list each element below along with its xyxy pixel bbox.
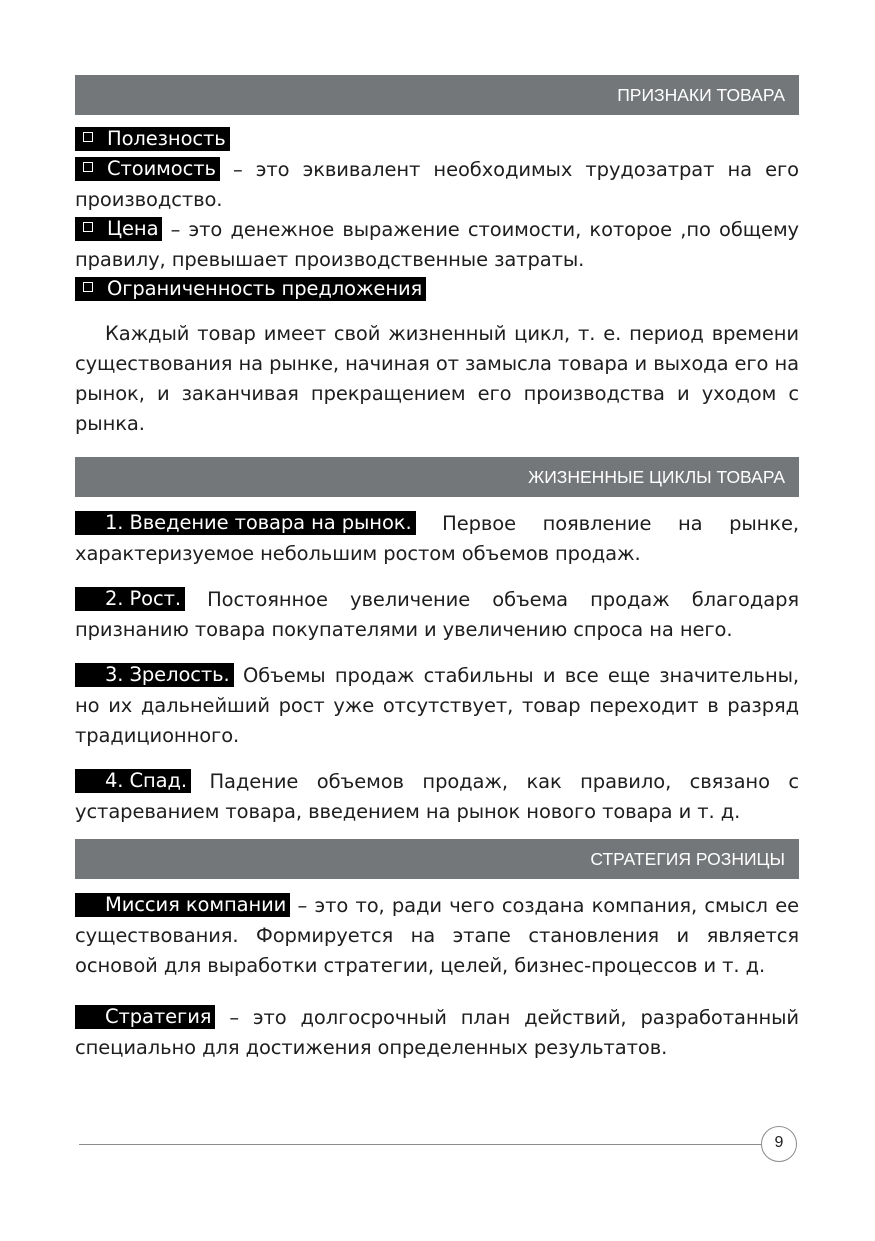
term-highlight bbox=[75, 157, 220, 181]
page-content bbox=[75, 75, 799, 1063]
term-highlight bbox=[75, 217, 162, 241]
term-label: 1. Введение товара на рынок. bbox=[105, 511, 412, 534]
term-highlight bbox=[75, 127, 230, 151]
section-title: ЖИЗНЕННЫЕ ЦИКЛЫ ТОВАРА bbox=[528, 467, 785, 487]
term-label: 3. Зрелость. bbox=[105, 663, 230, 686]
square-bullet-icon bbox=[83, 282, 93, 292]
term-highlight bbox=[75, 893, 290, 917]
stage-item-growth bbox=[75, 585, 799, 645]
term-highlight bbox=[75, 663, 234, 687]
feature-item-usefulness bbox=[75, 125, 799, 155]
term-label: Стратегия bbox=[105, 1005, 212, 1028]
feature-item-cost bbox=[75, 155, 799, 215]
term-highlight bbox=[75, 1005, 215, 1029]
definition-text: – это эквивалент необходимых трудозатрат на его производство. bbox=[75, 158, 799, 211]
term-highlight bbox=[75, 769, 191, 793]
section-title: СТРАТЕГИЯ РОЗНИЦЫ bbox=[590, 849, 785, 869]
section-header-lifecycle bbox=[75, 457, 799, 497]
stage-item-introduction bbox=[75, 509, 799, 569]
square-bullet-icon bbox=[83, 132, 93, 142]
definition-text: – это денежное выражение стоимости, которое ,по общему правилу, превышает производственные затраты. bbox=[75, 218, 799, 271]
square-bullet-icon bbox=[83, 162, 93, 172]
section-header-strategy bbox=[75, 839, 799, 879]
page-number-label: 9 bbox=[774, 1134, 784, 1151]
page-number bbox=[761, 1126, 797, 1162]
term-label: Миссия компании bbox=[105, 893, 287, 916]
term-label: 4. Спад. bbox=[105, 769, 187, 792]
lifecycle-intro: Каждый товар имеет свой жизненный цикл, т. е. период времени существования на рынке, начиная от замысла товара и выхода его на рынок, и заканчивая прекращением его производства и уходом с рынка. bbox=[75, 322, 799, 435]
term-label: Ограниченность предложения bbox=[107, 277, 423, 300]
feature-item-limited-supply bbox=[75, 275, 799, 305]
term-label: Полезность bbox=[107, 127, 226, 150]
term-highlight bbox=[75, 277, 426, 301]
stage-item-decline bbox=[75, 767, 799, 827]
strategy-item-mission bbox=[75, 891, 799, 981]
footer-rule bbox=[79, 1144, 762, 1145]
definition-text: – это долгосрочный план действий, разработанный специально для достижения определенных результатов. bbox=[75, 1006, 799, 1059]
square-bullet-icon bbox=[83, 222, 93, 232]
term-label: Стоимость bbox=[107, 157, 216, 180]
definition-text: Постоянное увеличение объема продаж благодаря признанию товара покупателями и увеличению спроса на него. bbox=[75, 588, 799, 641]
term-highlight bbox=[75, 511, 416, 535]
stage-item-maturity bbox=[75, 661, 799, 751]
section-title: ПРИЗНАКИ ТОВАРА bbox=[617, 85, 785, 105]
definition-text: – это то, ради чего создана компания, смысл ее существования. Формируется на этапе становления и является основой для выработки стратегии, целей, бизнес-процессов и т. д. bbox=[75, 894, 799, 977]
term-highlight bbox=[75, 587, 185, 611]
definition-text: Объемы продаж стабильны и все еще значительны, но их дальнейший рост уже отсутствует, товар переходит в разряд традиционного. bbox=[75, 664, 799, 747]
term-label: Цена bbox=[107, 217, 159, 240]
definition-text: Первое появление на рынке, характеризуемое небольшим ростом объемов продаж. bbox=[75, 512, 799, 565]
definition-text: Падение объемов продаж, как правило, связано с устареванием товара, введением на рынок нового товара и т. д. bbox=[75, 770, 799, 823]
section-header-features bbox=[75, 75, 799, 115]
feature-item-price bbox=[75, 215, 799, 275]
term-label: 2. Рост. bbox=[105, 587, 181, 610]
strategy-item-strategy bbox=[75, 1003, 799, 1063]
